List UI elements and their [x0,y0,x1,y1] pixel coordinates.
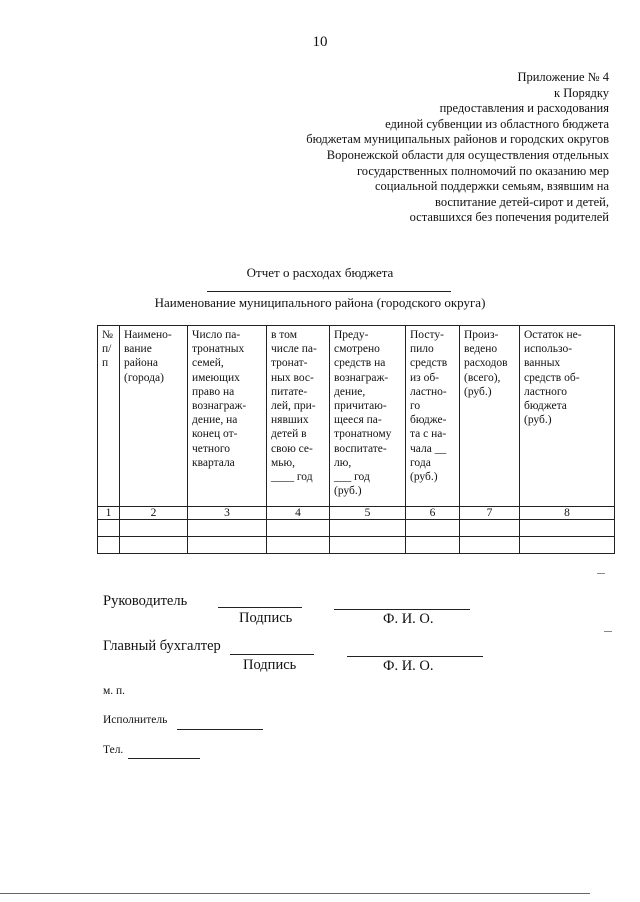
head-name-line[interactable] [334,609,470,610]
signature-caption: Подпись [243,657,297,673]
accountant-signature-line[interactable] [230,654,314,655]
header-line: детей в [271,428,307,441]
header-line: Произ- [464,329,499,341]
table-cell[interactable] [406,520,460,537]
header-line: вознаграж- [192,400,247,413]
header-line: Число па- [192,329,241,341]
executor-line[interactable] [177,729,263,730]
table-cell[interactable] [520,537,615,554]
page-number: 10 [312,34,328,50]
table-cell[interactable] [98,520,120,537]
header-line: года [410,456,431,469]
appendix-line: Приложение № 4 [517,70,609,84]
header-line: п/ [102,343,112,356]
column-number: 8 [520,507,615,520]
header-line: та с на- [410,428,447,441]
name-caption: Ф. И. О. [383,658,434,674]
column-number: 7 [460,507,520,520]
header-line: смотрено [334,343,380,356]
report-title: Отчет о расходах бюджета [246,265,394,280]
header-line: нявших [271,414,309,427]
column-number: 3 [188,507,267,520]
seal-mark: м. п. [103,685,126,697]
header-line: питате- [271,385,308,398]
header-line: щееся па- [334,414,382,427]
header-line: свою се- [271,442,313,455]
header-cell [120,326,188,507]
table-cell[interactable] [460,520,520,537]
header-line: из об- [410,371,440,384]
table-cell[interactable] [406,537,460,554]
column-number: 1 [98,507,120,520]
column-number: 2 [120,507,188,520]
header-line: ведено [464,343,498,356]
header-line: средств [410,357,448,370]
header-cell [330,326,406,507]
header-line: лю, [334,456,352,469]
header-line: средств на [334,357,386,370]
name-caption: Ф. И. О. [383,611,434,627]
margin-mark [597,573,605,574]
table-cell[interactable] [267,520,330,537]
header-line: ных вос- [271,371,314,384]
header-line: в том [271,329,297,341]
column-number: 5 [330,507,406,520]
header-cell [188,326,267,507]
header-line: средств об- [524,371,580,384]
appendix-line: социальной поддержки семьям, взявшим на [375,179,609,194]
header-line: вознаграж- [334,371,389,384]
margin-mark [604,631,612,632]
header-line: ___ год [334,471,370,484]
column-number: 6 [406,507,460,520]
header-line: четного [192,442,230,455]
appendix-line: оставшихся без попечения родителей [409,210,609,225]
header-line: Остаток не- [524,329,582,341]
header-line: дение, на [192,414,238,427]
appendix-line: единой субвенции из областного бюджета [385,116,609,131]
table-cell[interactable] [120,537,188,554]
header-cell [460,326,520,507]
header-line: (руб.) [410,471,438,484]
phone-label: Тел. [103,744,124,756]
header-line: ванных [524,357,561,370]
accountant-name-line[interactable] [347,656,483,657]
header-cell [406,326,460,507]
header-line: числе па- [271,343,317,356]
municipality-caption: Наименование муниципального района (городского округа) [154,295,486,310]
header-line: Посту- [410,329,444,341]
executor-label: Исполнитель [103,714,168,726]
header-line: имеющих [192,371,240,384]
header-line: (руб.) [524,414,552,427]
column-number: 4 [267,507,330,520]
header-line: конец от- [192,428,238,441]
phone-line[interactable] [128,758,200,759]
appendix-line: бюджетам муниципальных районов и городских округов [306,132,609,147]
header-line: тронатных [192,343,245,356]
table-cell[interactable] [267,537,330,554]
appendix-line: воспитание детей-сирот и детей, [435,194,609,209]
header-line: вание [124,343,152,356]
header-line: (руб.) [464,385,492,398]
appendix-line: предоставления и расходования [439,101,609,116]
head-label: Руководитель [103,593,188,609]
header-cell [520,326,615,507]
header-line: право на [192,385,235,398]
header-line: го [410,400,421,413]
table-row [98,520,615,537]
header-line: бюдже- [410,414,447,427]
table-cell[interactable] [460,537,520,554]
header-line: тронатному [334,428,392,441]
header-line: № [102,329,113,341]
header-line: использо- [524,343,573,356]
header-line: мью, [271,456,295,469]
header-line: чала __ [410,442,447,455]
header-line: семей, [192,357,224,370]
appendix-line: государственных полномочий по оказанию мер [356,163,609,178]
header-line: района [124,357,159,370]
header-line: (города) [124,371,164,384]
appendix-line: к Порядку [554,85,609,100]
table-cell[interactable] [98,537,120,554]
signature-caption: Подпись [239,610,293,626]
column-number-row [98,507,615,520]
chief-accountant-label: Главный бухгалтер [103,638,221,654]
header-line: ____ год [271,471,313,484]
header-line: ластно- [410,385,447,398]
header-cell [98,326,120,507]
header-line: бюджета [524,400,567,413]
expense-report-table [97,325,615,554]
table-row [98,537,615,554]
header-line: причитаю- [334,400,387,413]
bottom-rule [0,893,590,894]
header-line: (всего), [464,371,501,384]
table-header-row [98,326,615,507]
municipality-name-line [207,291,451,292]
header-line: расходов [464,357,508,370]
header-line: Наимено- [124,329,172,341]
table-cell[interactable] [188,537,267,554]
header-line: лей, при- [271,400,316,413]
header-line: тронат- [271,357,308,370]
header-line: дение, [334,385,366,398]
table-cell[interactable] [330,537,406,554]
header-line: пило [410,343,434,356]
header-line: (руб.) [334,485,362,498]
header-line: воспитате- [334,442,387,455]
appendix-line: Воронежской области для осуществления отдельных [326,147,609,162]
header-cell [267,326,330,507]
header-line: ластного [524,385,568,398]
header-line: квартала [192,456,235,469]
header-line: Преду- [334,329,369,341]
table-cell[interactable] [120,520,188,537]
table-cell[interactable] [520,520,615,537]
table-cell[interactable] [330,520,406,537]
header-line: п [102,357,109,370]
table-cell[interactable] [188,520,267,537]
appendix-header [269,70,609,226]
head-signature-line[interactable] [218,607,302,608]
